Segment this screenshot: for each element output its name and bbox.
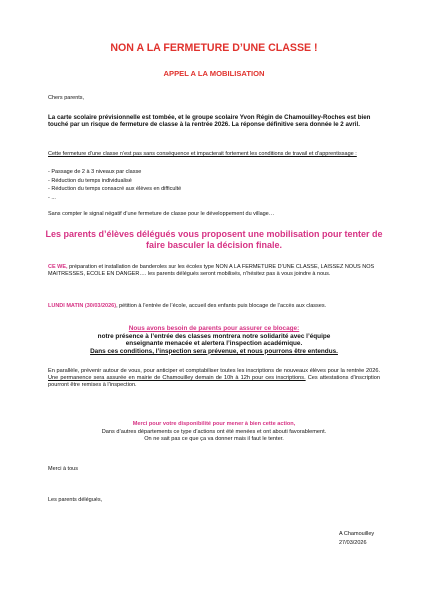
monday-label: LUNDI MATIN (30/03/2026) <box>48 303 117 309</box>
list-item: - Réduction du temps individualisé <box>48 177 132 184</box>
registration-permanence: Une permanence sera assurée en mairie de Chamouilley demain de 10h à 12h pour ces inscriptions. <box>48 375 306 382</box>
thanks-heading: Merci pour votre disponibilité pour mener à bien cette action, <box>132 421 296 427</box>
registration-paragraph <box>48 368 380 390</box>
list-item: - ... <box>48 194 56 201</box>
page-title: NON A LA FERMETURE D’UNE CLASSE ! <box>110 42 318 54</box>
list-item: - Réduction du temps consacré aux élèves en difficulté <box>48 186 182 193</box>
mobilisation-callout: Les parents d’élèves délégués vous proposent une mobilisation pour tenter de faire basculer la décision finale. <box>45 229 383 250</box>
weekend-paragraph <box>48 264 382 278</box>
merci-a-tous: Merci à tous <box>48 466 78 472</box>
monday-paragraph <box>48 303 382 310</box>
list-item: - Passage de 2 à 3 niveaux par classe <box>48 169 142 175</box>
parents-needed-heading: Nous avons besoin de parents pour assurer ce blocage: <box>128 325 300 332</box>
thanks-line: Dans d’autres départements ce type d’actions ont été menées et ont abouti favorablement. <box>101 428 327 435</box>
negative-signal-text: Sans compter le signal négatif d’une fermeture de classe pour le développement du village… <box>48 211 275 217</box>
monday-text: , pétition à l’entrée de l’école, accueil des enfants puis blocage de l’accès aux classes. <box>116 303 327 309</box>
parents-needed-line: Dans ces conditions, l’inspection sera prévenue, et nous pourrons être entendus. <box>90 347 338 355</box>
registration-text-end: Ces attestations d’inscription pourront être remises à l’inspection. <box>48 375 380 389</box>
consequences-heading: Cette fermeture d’une classe n’est pas sans conséquence et impacterait fortement les conditions de travail et d’apprentissage : <box>48 151 357 157</box>
thanks-line: On ne sait pas ce que ça va donner mais il faut le tenter. <box>144 436 284 443</box>
consequences-list <box>48 169 181 203</box>
parents-needed-block <box>40 325 388 355</box>
closing-signature: Les parents délégués, <box>48 497 103 503</box>
page-subtitle: APPEL A LA MOBILISATION <box>163 69 265 78</box>
greeting: Chers parents, <box>48 95 85 101</box>
thanks-block <box>40 421 388 444</box>
registration-text: En parallèle, prévenir autour de vous, pour anticiper et comptabiliser toutes les inscriptions de nouveaux élèves pour la rentrée 2026. <box>48 368 380 374</box>
parents-needed-line: notre présence à l’entrée des classes montrera notre solidarité avec l’équipe <box>97 332 331 340</box>
signature-date: 27/03/2026 <box>339 540 367 546</box>
parents-needed-line: enseignante menacée et alertera l’inspection académique. <box>125 340 303 348</box>
weekend-text: préparation et installation de banderoles sur les écoles type NON A LA FERMETURE D’UNE CLASSE, LAISSEZ NOUS NOS MAITRESSES, ECOLE EN DANGER…. les parents délégués seront mobilisés, n’hésitez pas à vous joindre à nous. <box>48 264 375 277</box>
weekend-label: CE WE, <box>48 264 68 270</box>
signature-place: A Chamouilley <box>339 531 375 537</box>
intro-paragraph: La carte scolaire prévisionnelle est tombée, et le groupe scolaire Yvon Régin de Chamouilley-Roches est bien touché par un risque de fermeture de classe à la rentrée 2026. La réponse définitive sera donnée le 2 avril. <box>48 114 371 129</box>
